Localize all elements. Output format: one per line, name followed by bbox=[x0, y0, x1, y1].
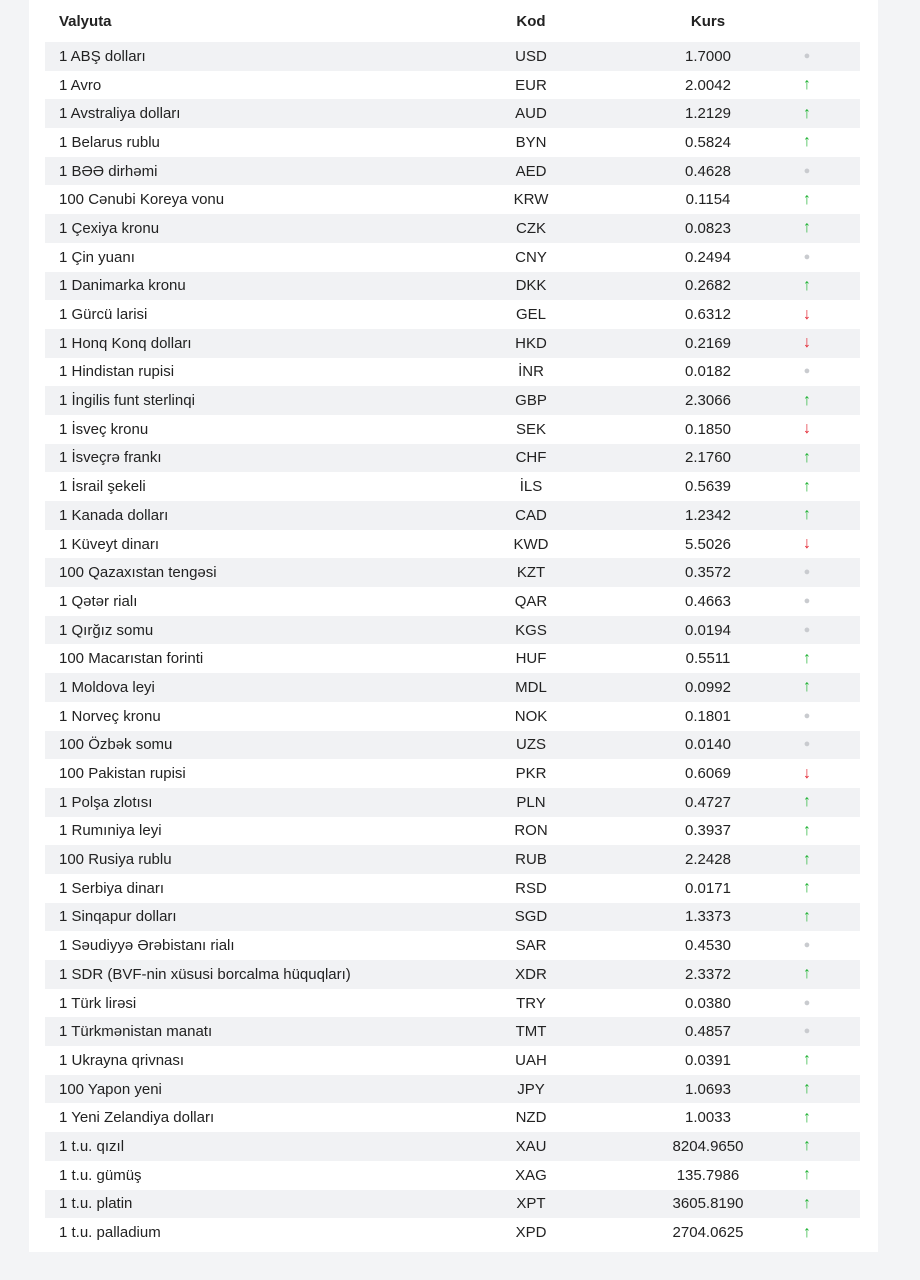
currency-rate: 0.4628 bbox=[685, 162, 731, 180]
arrow-up-icon: ↑ bbox=[803, 1137, 811, 1155]
currency-rate: 1.0693 bbox=[685, 1080, 731, 1098]
currency-rate: 0.5824 bbox=[685, 133, 731, 151]
currency-name: 1 Moldova leyi bbox=[59, 678, 155, 696]
currency-name: 100 Rusiya rublu bbox=[59, 851, 172, 869]
arrow-up-icon: ↑ bbox=[803, 133, 811, 151]
currency-name: 1 t.u. palladium bbox=[59, 1224, 161, 1242]
currency-code: XAU bbox=[515, 1137, 547, 1155]
currency-name: 1 Türk lirəsi bbox=[59, 994, 137, 1012]
table-row bbox=[45, 243, 860, 272]
table-row bbox=[45, 558, 860, 587]
exchange-rates-table bbox=[45, 0, 860, 1247]
table-row bbox=[45, 444, 860, 473]
table-row bbox=[45, 42, 860, 71]
currency-rate: 2.1760 bbox=[685, 449, 731, 467]
currency-name: 1 İsveçrə frankı bbox=[59, 449, 162, 467]
currency-rate: 0.4530 bbox=[685, 937, 731, 955]
currency-rate: 2.3372 bbox=[685, 965, 731, 983]
table-row bbox=[45, 157, 860, 186]
dot-icon: ● bbox=[803, 1025, 811, 1038]
header-code: Kod bbox=[516, 12, 546, 30]
table-row bbox=[45, 501, 860, 530]
arrow-up-icon: ↑ bbox=[803, 1166, 811, 1184]
currency-code: CNY bbox=[515, 248, 547, 266]
currency-name: 1 Qətər rialı bbox=[59, 592, 138, 610]
currency-name: 1 Rumıniya leyi bbox=[59, 822, 162, 840]
currency-code: TRY bbox=[516, 994, 546, 1012]
currency-code: QAR bbox=[514, 592, 548, 610]
header-rate: Kurs bbox=[690, 12, 726, 30]
dot-icon: ● bbox=[803, 594, 811, 607]
arrow-up-icon: ↑ bbox=[803, 1108, 811, 1126]
table-row bbox=[45, 874, 860, 903]
table-row bbox=[45, 845, 860, 874]
currency-rate: 0.1850 bbox=[685, 420, 731, 438]
currency-code: MDL bbox=[515, 678, 547, 696]
currency-name: 100 Yapon yeni bbox=[59, 1080, 162, 1098]
currency-rate: 0.4727 bbox=[685, 793, 731, 811]
dot-icon: ● bbox=[803, 566, 811, 579]
currency-code: AUD bbox=[515, 105, 547, 123]
table-row bbox=[45, 587, 860, 616]
arrow-up-icon: ↑ bbox=[803, 190, 811, 208]
table-header bbox=[45, 0, 860, 42]
dot-icon: ● bbox=[803, 250, 811, 263]
table-row bbox=[45, 644, 860, 673]
currency-code: SEK bbox=[515, 420, 546, 438]
currency-name: 100 Macarıstan forinti bbox=[59, 650, 204, 668]
arrow-up-icon: ↑ bbox=[803, 506, 811, 524]
currency-rate: 0.5639 bbox=[685, 478, 731, 496]
currency-rate: 0.0194 bbox=[685, 621, 731, 639]
currency-rate: 0.0823 bbox=[685, 219, 731, 237]
currency-name: 1 Sinqapur dolları bbox=[59, 908, 177, 926]
currency-code: KRW bbox=[513, 191, 549, 209]
currency-code: BYN bbox=[515, 133, 547, 151]
currency-name: 1 Qırğız somu bbox=[59, 621, 154, 639]
arrow-up-icon: ↑ bbox=[803, 219, 811, 237]
currency-code: XPT bbox=[516, 1195, 546, 1213]
arrow-up-icon: ↑ bbox=[803, 649, 811, 667]
currency-rate: 0.3572 bbox=[685, 564, 731, 582]
currency-code: SAR bbox=[515, 937, 547, 955]
table-row bbox=[45, 731, 860, 760]
table-row bbox=[45, 673, 860, 702]
table-row bbox=[45, 272, 860, 301]
table-row bbox=[45, 300, 860, 329]
currency-name: 1 Hindistan rupisi bbox=[59, 363, 175, 381]
arrow-up-icon: ↑ bbox=[803, 477, 811, 495]
arrow-up-icon: ↑ bbox=[803, 391, 811, 409]
arrow-down-icon: ↓ bbox=[803, 305, 811, 323]
currency-rate: 0.0992 bbox=[685, 678, 731, 696]
currency-code: XPD bbox=[515, 1224, 547, 1242]
currency-name: 1 Honq Konq dolları bbox=[59, 334, 192, 352]
dot-icon: ● bbox=[803, 738, 811, 751]
exchange-rates-card bbox=[29, 0, 878, 1252]
currency-rate: 0.0140 bbox=[685, 736, 731, 754]
currency-rate: 1.2129 bbox=[685, 105, 731, 123]
table-row bbox=[45, 1161, 860, 1190]
currency-rate: 0.4857 bbox=[685, 1023, 731, 1041]
table-row bbox=[45, 759, 860, 788]
arrow-up-icon: ↑ bbox=[803, 276, 811, 294]
table-row bbox=[45, 530, 860, 559]
table-row bbox=[45, 71, 860, 100]
currency-rate: 0.6312 bbox=[685, 306, 731, 324]
arrow-down-icon: ↓ bbox=[803, 764, 811, 782]
currency-rate: 0.0171 bbox=[685, 879, 731, 897]
currency-code: USD bbox=[515, 47, 547, 65]
currency-code: UZS bbox=[516, 736, 546, 754]
currency-rate: 0.2169 bbox=[685, 334, 731, 352]
table-row bbox=[45, 1075, 860, 1104]
currency-rate: 0.0182 bbox=[685, 363, 731, 381]
currency-name: 1 Çexiya kronu bbox=[59, 219, 160, 237]
dot-icon: ● bbox=[803, 996, 811, 1009]
currency-code: XAG bbox=[515, 1166, 547, 1184]
currency-name: 1 Yeni Zelandiya dolları bbox=[59, 1109, 215, 1127]
currency-rate: 3605.8190 bbox=[672, 1195, 744, 1213]
table-row bbox=[45, 1132, 860, 1161]
table-row bbox=[45, 415, 860, 444]
currency-code: GEL bbox=[515, 306, 546, 324]
table-row bbox=[45, 616, 860, 645]
currency-name: 1 Gürcü larisi bbox=[59, 306, 148, 324]
currency-rate: 0.1154 bbox=[685, 191, 731, 209]
dot-icon: ● bbox=[803, 365, 811, 378]
currency-name: 1 Norveç kronu bbox=[59, 707, 161, 725]
arrow-up-icon: ↑ bbox=[803, 1194, 811, 1212]
arrow-up-icon: ↑ bbox=[803, 678, 811, 696]
table-row bbox=[45, 931, 860, 960]
table-row bbox=[45, 214, 860, 243]
currency-rate: 0.3937 bbox=[685, 822, 731, 840]
currency-name: 1 Kanada dolları bbox=[59, 506, 169, 524]
currency-code: İLS bbox=[519, 478, 543, 496]
dot-icon: ● bbox=[803, 49, 811, 62]
currency-name: 1 Danimarka kronu bbox=[59, 277, 186, 295]
arrow-up-icon: ↑ bbox=[803, 879, 811, 897]
currency-code: CZK bbox=[516, 219, 546, 237]
dot-icon: ● bbox=[803, 164, 811, 177]
currency-rate: 8204.9650 bbox=[672, 1137, 744, 1155]
currency-name: 1 Küveyt dinarı bbox=[59, 535, 160, 553]
currency-name: 1 ABŞ dolları bbox=[59, 47, 146, 65]
arrow-up-icon: ↑ bbox=[803, 1223, 811, 1241]
currency-name: 1 Avstraliya dolları bbox=[59, 105, 181, 123]
currency-code: PLN bbox=[516, 793, 546, 811]
currency-name: 1 Avro bbox=[59, 76, 102, 94]
table-row bbox=[45, 1190, 860, 1219]
currency-code: AED bbox=[515, 162, 547, 180]
currency-code: HKD bbox=[515, 334, 547, 352]
currency-name: 1 t.u. qızıl bbox=[59, 1137, 125, 1155]
currency-code: PKR bbox=[515, 765, 547, 783]
currency-name: 1 Belarus rublu bbox=[59, 133, 160, 151]
arrow-up-icon: ↑ bbox=[803, 793, 811, 811]
arrow-up-icon: ↑ bbox=[803, 965, 811, 983]
currency-name: 1 İsveç kronu bbox=[59, 420, 149, 438]
arrow-up-icon: ↑ bbox=[803, 448, 811, 466]
currency-code: KGS bbox=[515, 621, 547, 639]
table-row bbox=[45, 185, 860, 214]
currency-code: KZT bbox=[516, 564, 546, 582]
currency-code: HUF bbox=[515, 650, 547, 668]
table-row bbox=[45, 903, 860, 932]
currency-rate: 0.4663 bbox=[685, 592, 731, 610]
table-row bbox=[45, 788, 860, 817]
currency-rate: 2.2428 bbox=[685, 851, 731, 869]
table-row bbox=[45, 386, 860, 415]
dot-icon: ● bbox=[803, 623, 811, 636]
currency-code: RON bbox=[514, 822, 548, 840]
currency-code: İNR bbox=[518, 363, 544, 381]
currency-rate: 1.7000 bbox=[685, 47, 731, 65]
currency-rate: 2704.0625 bbox=[672, 1224, 744, 1242]
currency-code: EUR bbox=[515, 76, 547, 94]
currency-rate: 0.0391 bbox=[685, 1051, 731, 1069]
currency-code: SGD bbox=[514, 908, 548, 926]
currency-code: TMT bbox=[515, 1023, 547, 1041]
currency-name: 1 Polşa zlotısı bbox=[59, 793, 153, 811]
table-row bbox=[45, 329, 860, 358]
currency-code: NZD bbox=[515, 1109, 547, 1127]
arrow-down-icon: ↓ bbox=[803, 535, 811, 553]
currency-code: DKK bbox=[515, 277, 547, 295]
currency-rate: 0.0380 bbox=[685, 994, 731, 1012]
table-row bbox=[45, 1218, 860, 1247]
currency-name: 1 Türkmənistan manatı bbox=[59, 1023, 213, 1041]
table-row bbox=[45, 1103, 860, 1132]
currency-name: 1 Çin yuanı bbox=[59, 248, 135, 266]
currency-code: RSD bbox=[515, 879, 547, 897]
currency-code: UAH bbox=[515, 1051, 547, 1069]
currency-name: 1 Səudiyyə Ərəbistanı rialı bbox=[59, 937, 235, 955]
currency-code: CAD bbox=[515, 506, 547, 524]
currency-code: CHF bbox=[515, 449, 547, 467]
currency-name: 1 t.u. platin bbox=[59, 1195, 133, 1213]
currency-rate: 0.2682 bbox=[685, 277, 731, 295]
arrow-up-icon: ↑ bbox=[803, 907, 811, 925]
currency-code: JPY bbox=[517, 1080, 545, 1098]
table-row bbox=[45, 99, 860, 128]
table-row bbox=[45, 989, 860, 1018]
currency-rate: 0.2494 bbox=[685, 248, 731, 266]
currency-code: KWD bbox=[513, 535, 549, 553]
arrow-up-icon: ↑ bbox=[803, 76, 811, 94]
currency-name: 1 BƏƏ dirhəmi bbox=[59, 162, 158, 180]
currency-name: 1 SDR (BVF-nin xüsusi borcalma hüquqları) bbox=[59, 965, 351, 983]
table-row bbox=[45, 358, 860, 387]
currency-name: 100 Özbək somu bbox=[59, 736, 173, 754]
currency-rate: 0.1801 bbox=[685, 707, 731, 725]
currency-name: 1 Serbiya dinarı bbox=[59, 879, 165, 897]
currency-code: XDR bbox=[515, 965, 547, 983]
header-currency: Valyuta bbox=[59, 12, 112, 30]
currency-rate: 2.3066 bbox=[685, 392, 731, 410]
currency-name: 1 İsrail şekeli bbox=[59, 478, 146, 496]
arrow-up-icon: ↑ bbox=[803, 850, 811, 868]
arrow-down-icon: ↓ bbox=[803, 334, 811, 352]
currency-name: 1 t.u. gümüş bbox=[59, 1166, 142, 1184]
table-row bbox=[45, 702, 860, 731]
currency-rate: 135.7986 bbox=[676, 1166, 740, 1184]
arrow-down-icon: ↓ bbox=[803, 420, 811, 438]
arrow-up-icon: ↑ bbox=[803, 104, 811, 122]
arrow-up-icon: ↑ bbox=[803, 1051, 811, 1069]
currency-rate: 1.2342 bbox=[685, 506, 731, 524]
table-row bbox=[45, 960, 860, 989]
currency-name: 1 İngilis funt sterlinqi bbox=[59, 392, 195, 410]
table-row bbox=[45, 128, 860, 157]
table-body bbox=[45, 42, 860, 1247]
arrow-up-icon: ↑ bbox=[803, 1080, 811, 1098]
currency-name: 1 Ukrayna qrivnası bbox=[59, 1051, 185, 1069]
currency-rate: 0.5511 bbox=[685, 650, 731, 668]
currency-rate: 1.0033 bbox=[685, 1109, 731, 1127]
currency-name: 100 Pakistan rupisi bbox=[59, 765, 186, 783]
table-row bbox=[45, 817, 860, 846]
dot-icon: ● bbox=[803, 709, 811, 722]
arrow-up-icon: ↑ bbox=[803, 821, 811, 839]
currency-name: 100 Cənubi Koreya vonu bbox=[59, 191, 225, 209]
currency-code: RUB bbox=[515, 851, 547, 869]
table-row bbox=[45, 1046, 860, 1075]
currency-code: GBP bbox=[515, 392, 547, 410]
currency-code: NOK bbox=[514, 707, 548, 725]
currency-rate: 5.5026 bbox=[685, 535, 731, 553]
currency-rate: 0.6069 bbox=[685, 765, 731, 783]
currency-name: 100 Qazaxıstan tengəsi bbox=[59, 564, 217, 582]
dot-icon: ● bbox=[803, 939, 811, 952]
table-row bbox=[45, 472, 860, 501]
currency-rate: 2.0042 bbox=[685, 76, 731, 94]
currency-rate: 1.3373 bbox=[685, 908, 731, 926]
table-row bbox=[45, 1017, 860, 1046]
